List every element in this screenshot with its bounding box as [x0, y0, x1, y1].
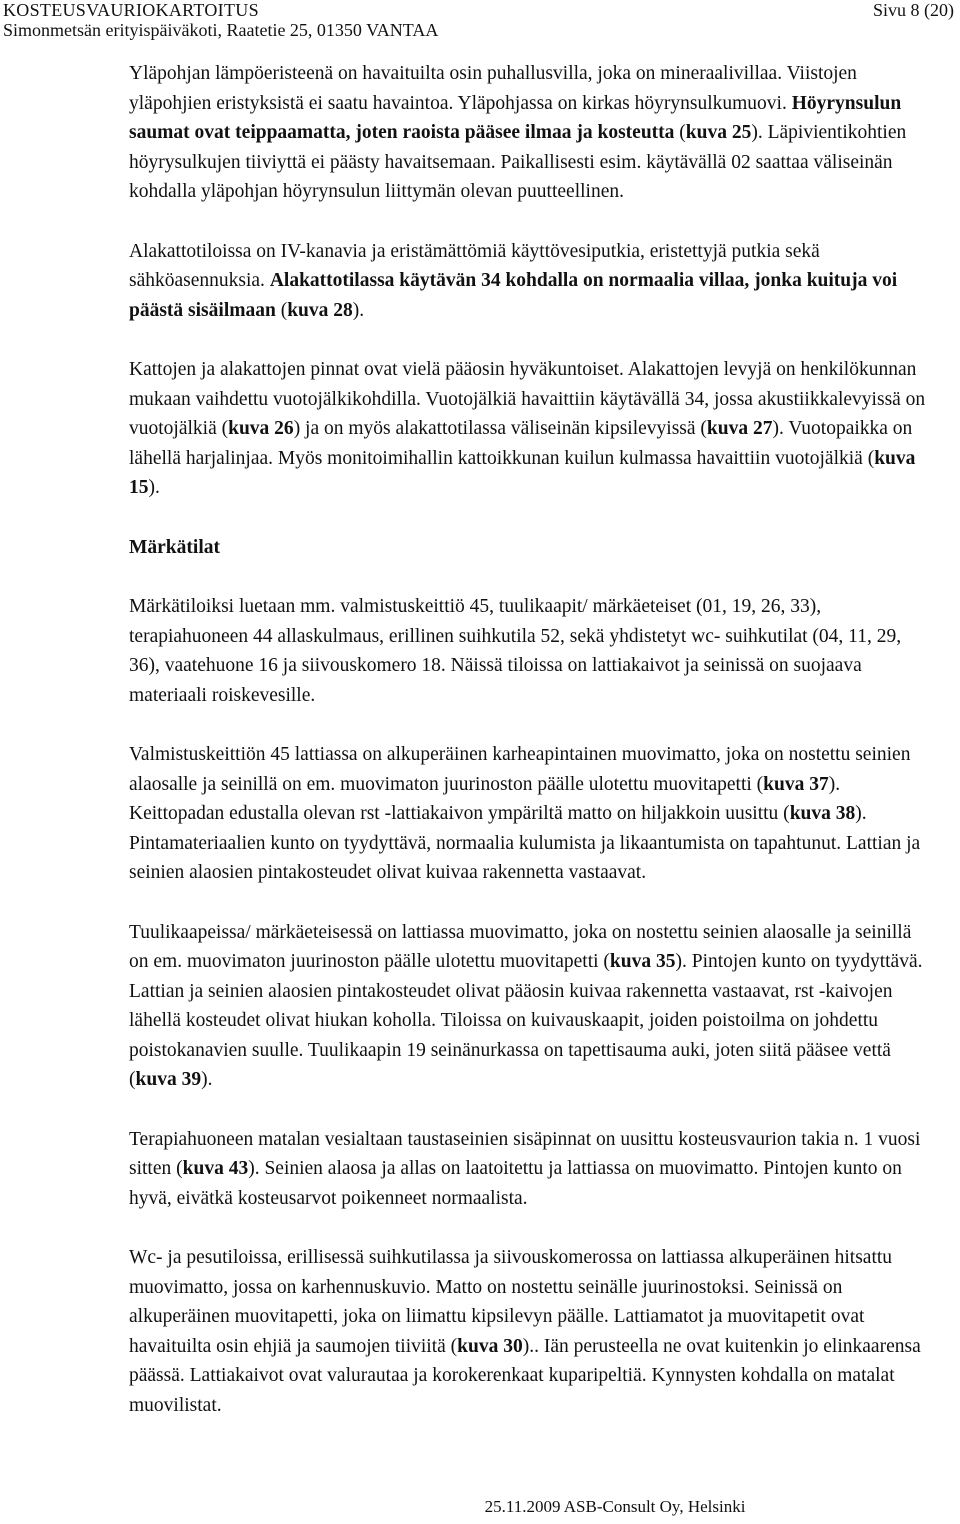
footer-text: 25.11.2009 ASB-Consult Oy, Helsinki	[484, 1497, 746, 1516]
figure-reference: kuva 35	[609, 951, 676, 972]
text: ).	[148, 477, 160, 498]
page-footer	[0, 1497, 960, 1517]
paragraph-ceiling-spaces	[129, 237, 929, 326]
text: Viistojen yläpohjien eristyksistä ei saatu havaintoa.	[129, 63, 857, 114]
text: ). Pintamateriaalien kunto on tyydyttävä, normaalia kulumista ja likaantumista on tapahtunut. Lattian ja seinien alaosien pintakosteudet olivat kuivaa rakennetta vastaavat.	[129, 803, 921, 883]
paragraph-entrances	[129, 918, 929, 1095]
text: Wc- ja pesutiloissa, erillisessä suihkutilassa ja siivouskomerossa on lattiassa alkuperäinen hitsattu muovimatto, jossa on karhennuskuvio. Matto on nostettu seinälle juurinostoksi. Seinissä on alkuperäinen muovitapetti, joka on liimattu kipsilevyn päälle. Lattiamatot ja muovitapetit ovat havaituilta osin ehjiä ja saumojen tiiviitä (	[129, 1247, 893, 1357]
text: Alakattotiloissa on IV-kanavia ja eristämättömiä käyttövesiputkia, eristettyjä putkia sekä sähköasennuksia.	[129, 240, 820, 291]
bold-text: Alakattotilassa käytävän 34 kohdalla on normaalia villaa, jonka kuituja voi päästä sisäilmaan	[129, 270, 898, 321]
paragraph-wet-rooms-list: Märkätiloiksi luetaan mm. valmistuskeittiö 45, tuulikaapit/ märkäeteiset (01, 19, 26, 33), terapiahuoneen 44 allaskulmaus, erillinen suihkutila 52, sekä yhdistetyt wc- suihkutilat (04, 11, 29, 36), vaatehuone 16 ja siivouskomero 18. Näissä tiloissa on lattiakaivot ja seinissä on suojaava materiaali roiskevesille.	[129, 596, 902, 706]
text: (	[674, 122, 686, 143]
figure-reference: kuva 25	[685, 122, 752, 143]
figure-reference: kuva 27	[706, 418, 773, 439]
text: ). Vuotopaikka on lähellä harjalinjaa. Myös monitoimihallin kattoikkunan kuilun kulmassa havaittiin vuotojälkiä (	[129, 418, 913, 469]
figure-reference: kuva 30	[457, 1335, 523, 1357]
text: ). Keittopadan edustalla olevan rst -lattiakaivon ympäriltä matto on hiljakkoin uusittu (	[129, 773, 841, 824]
report-subtitle: Simonmetsän erityispäiväkoti, Raatetie 25, 01350 VANTAA	[3, 20, 439, 40]
text: Yläpohjan lämpöeristeenä on havaituilta osin puhallusvilla, joka on mineraalivillaa.	[129, 63, 783, 84]
text: ).	[201, 1069, 213, 1090]
text: Paikallisesti esim. käytävällä 02 saattaa väliseinän kohdalla yläpohjan höyrynsulun liittymän olevan puutteellinen.	[129, 151, 893, 202]
text: ) ja on myös alakattotilassa väliseinän kipsilevyissä (	[293, 418, 707, 439]
text: Valmistuskeittiön 45 lattiassa on alkuperäinen karheapintainen muovimatto, joka on nostettu seinien alaosalle ja seinillä on em. muovimaton juurinoston päälle ulotettu muovitapetti (	[129, 744, 911, 795]
text: ).	[751, 122, 763, 143]
text: Läpivientikohtien höyrysulkujen tiiviyttä ei päästy havaitsemaan.	[129, 122, 907, 173]
text: ). Seinien alaosa ja allas on laatoitettu ja lattiassa on muovimatto. Pintojen kunto on hyvä, eivätkä kosteusarvot poikenneet normaalista.	[129, 1158, 902, 1209]
figure-reference: kuva 39	[135, 1069, 202, 1090]
paragraph-kitchen	[129, 740, 929, 888]
section-heading-wet-rooms: Märkätilat	[129, 536, 220, 558]
document-body	[129, 59, 929, 1420]
figure-reference: kuva 38	[789, 803, 856, 824]
figure-reference: kuva 28	[287, 299, 353, 321]
text: ).	[352, 299, 365, 321]
figure-reference: kuva 43	[182, 1158, 249, 1179]
text: Kattojen ja alakattojen pinnat ovat vielä pääosin hyväkuntoiset. Alakattojen levyjä on henkilökunnan mukaan vaihdettu vuotojälkikohdilla. Vuotojälkiä havaittiin käytävällä 34, jossa akustiikkalevyissä on vuotojälkiä (	[129, 359, 926, 439]
figure-reference: kuva 37	[763, 773, 829, 795]
page-header	[0, 0, 960, 44]
paragraph-therapy-room	[129, 1125, 929, 1214]
text: Tuulikaapeissa/ märkäeteisessä on lattiassa muovimatto, joka on nostettu seinien alaosalle ja seinillä on em. muovimaton juurinoston päälle ulotettu muovitapetti (	[129, 921, 912, 972]
report-title: KOSTEUSVAURIOKARTOITUS	[3, 0, 259, 20]
figure-reference: kuva 15	[129, 447, 916, 498]
paragraph-toilets	[129, 1243, 929, 1420]
text: Terapiahuoneen matalan vesialtaan taustaseinien sisäpinnat on uusittu kosteusvaurion takia n. 1 vuosi sitten (	[129, 1128, 921, 1179]
text: ).. Iän perusteella ne ovat kuitenkin jo elinkaarensa päässä. Lattiakaivot ovat valurautaa ja korokerenkaat kuparipeltiä. Kynnysten kohdalla on matalat muovilistat.	[129, 1335, 921, 1416]
text: ). Pintojen kunto on tyydyttävä. Lattian ja seinien alaosien pintakosteudet olivat pääosin kuivaa rakennetta vastaavat, rst -kaivojen lähellä kosteudet olivat hiukan koholla. Tiloissa on kuivauskaapit, joiden poistoilma on johdettu poistokanavien suulle. Tuulikaapin 19 seinänurkassa on tapettisauma auki, joten siitä pääsee vettä (	[129, 951, 923, 1090]
paragraph-ceilings	[129, 355, 929, 503]
figure-reference: kuva 26	[228, 418, 294, 439]
text: (	[275, 299, 288, 321]
text: Yläpohjassa on kirkas höyrynsulkumuovi.	[457, 92, 787, 114]
bold-text: Höyrynsulun saumat ovat teippaamatta, joten raoista pääsee ilmaa ja kosteutta	[129, 92, 902, 143]
page-number: Sivu 8 (20)	[873, 0, 954, 20]
paragraph-roof-insulation	[129, 59, 929, 207]
